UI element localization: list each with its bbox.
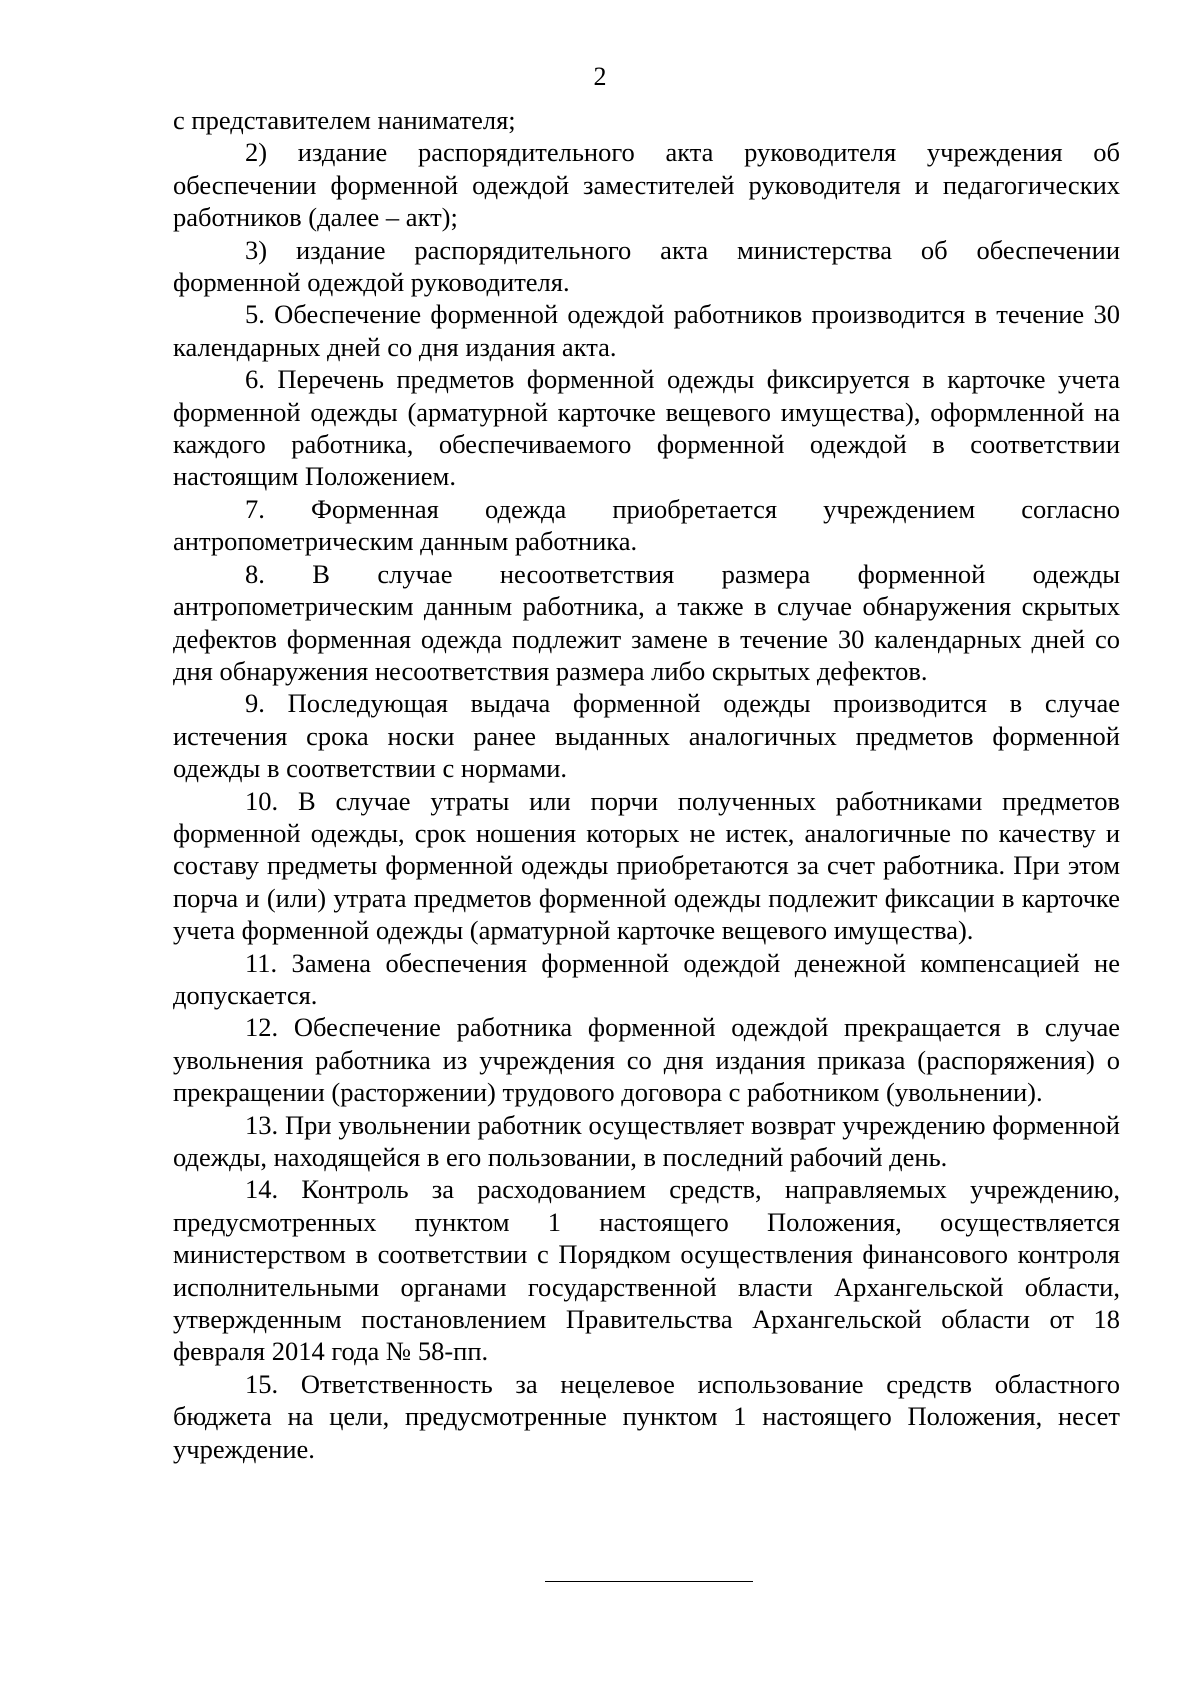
end-of-document-rule	[545, 1581, 753, 1582]
paragraph-continuation: с представителем нанимателя;	[173, 105, 516, 135]
paragraph-5: 5. Обеспечение форменной одеждой работников производится в течение 30 календарных дней со дня издания акта.	[173, 299, 1120, 362]
paragraph-14: 14. Контроль за расходованием средств, направляемых учреждению, предусмотренных пунктом 1 настоящего Положения, осуществляется министерством в соответствии с Порядком осуществления финансового контроля исполнительными органами государственной власти Архангельской области, утвержденным постановлением Правительства Архангельской области от 18 февраля 2014 года № 58-пп.	[173, 1174, 1120, 1367]
document-body	[173, 104, 1120, 1465]
paragraph-7: 7. Форменная одежда приобретается учреждением согласно антропометрическим данным работника.	[173, 493, 1120, 557]
paragraph-6: 6. Перечень предметов форменной одежды фиксируется в карточке учета форменной одежды (арматурной карточке вещевого имущества), оформленной на каждого работника, обеспечиваемого форменной одеждой в соответствии настоящим Положением.	[173, 364, 1120, 492]
page-number: 2	[593, 62, 607, 91]
paragraph-12: 12. Обеспечение работника форменной одеждой прекращается в случае увольнения работника из учреждения со дня издания приказа (распоряжения) о прекращении (расторжении) трудового договора с работником (увольнении).	[173, 1012, 1120, 1108]
paragraph-8: 8. В случае несоответствия размера форменной одежды антропометрическим данным работника, а также в случае обнаружения скрытых дефектов форменная одежда подлежит замене в течение 30 календарных дней со дня обнаружения несоответствия размера либо скрытых дефектов.	[173, 558, 1120, 686]
paragraph-item-2: 2) издание распорядительного акта руководителя учреждения об обеспечении форменной одеждой заместителей руководителя и педагогических работников (далее – акт);	[173, 137, 1120, 233]
paragraph-item-3: 3) издание распорядительного акта министерства об обеспечении форменной одеждой руководителя.	[173, 234, 1120, 298]
paragraph-11: 11. Замена обеспечения форменной одеждой денежной компенсацией не допускается.	[173, 947, 1120, 1010]
paragraph-15: 15. Ответственность за нецелевое использование средств областного бюджета на цели, предусмотренные пунктом 1 настоящего Положения, несет учреждение.	[173, 1368, 1120, 1464]
paragraph-13: 13. При увольнении работник осуществляет возврат учреждению форменной одежды, находящейся в его пользовании, в последний рабочий день.	[173, 1109, 1120, 1172]
paragraph-9: 9. Последующая выдача форменной одежды производится в случае истечения срока носки ранее выданных аналогичных предметов форменной одежды в соответствии с нормами.	[173, 688, 1120, 784]
paragraph-10: 10. В случае утраты или порчи полученных работниками предметов форменной одежды, срок ношения которых не истек, аналогичные по качеству и составу предметы форменной одежды приобретаются за счет работника. При этом порча и (или) утрата предметов форменной одежды подлежит фиксации в карточке учета форменной одежды (арматурной карточке вещевого имущества).	[173, 785, 1120, 946]
